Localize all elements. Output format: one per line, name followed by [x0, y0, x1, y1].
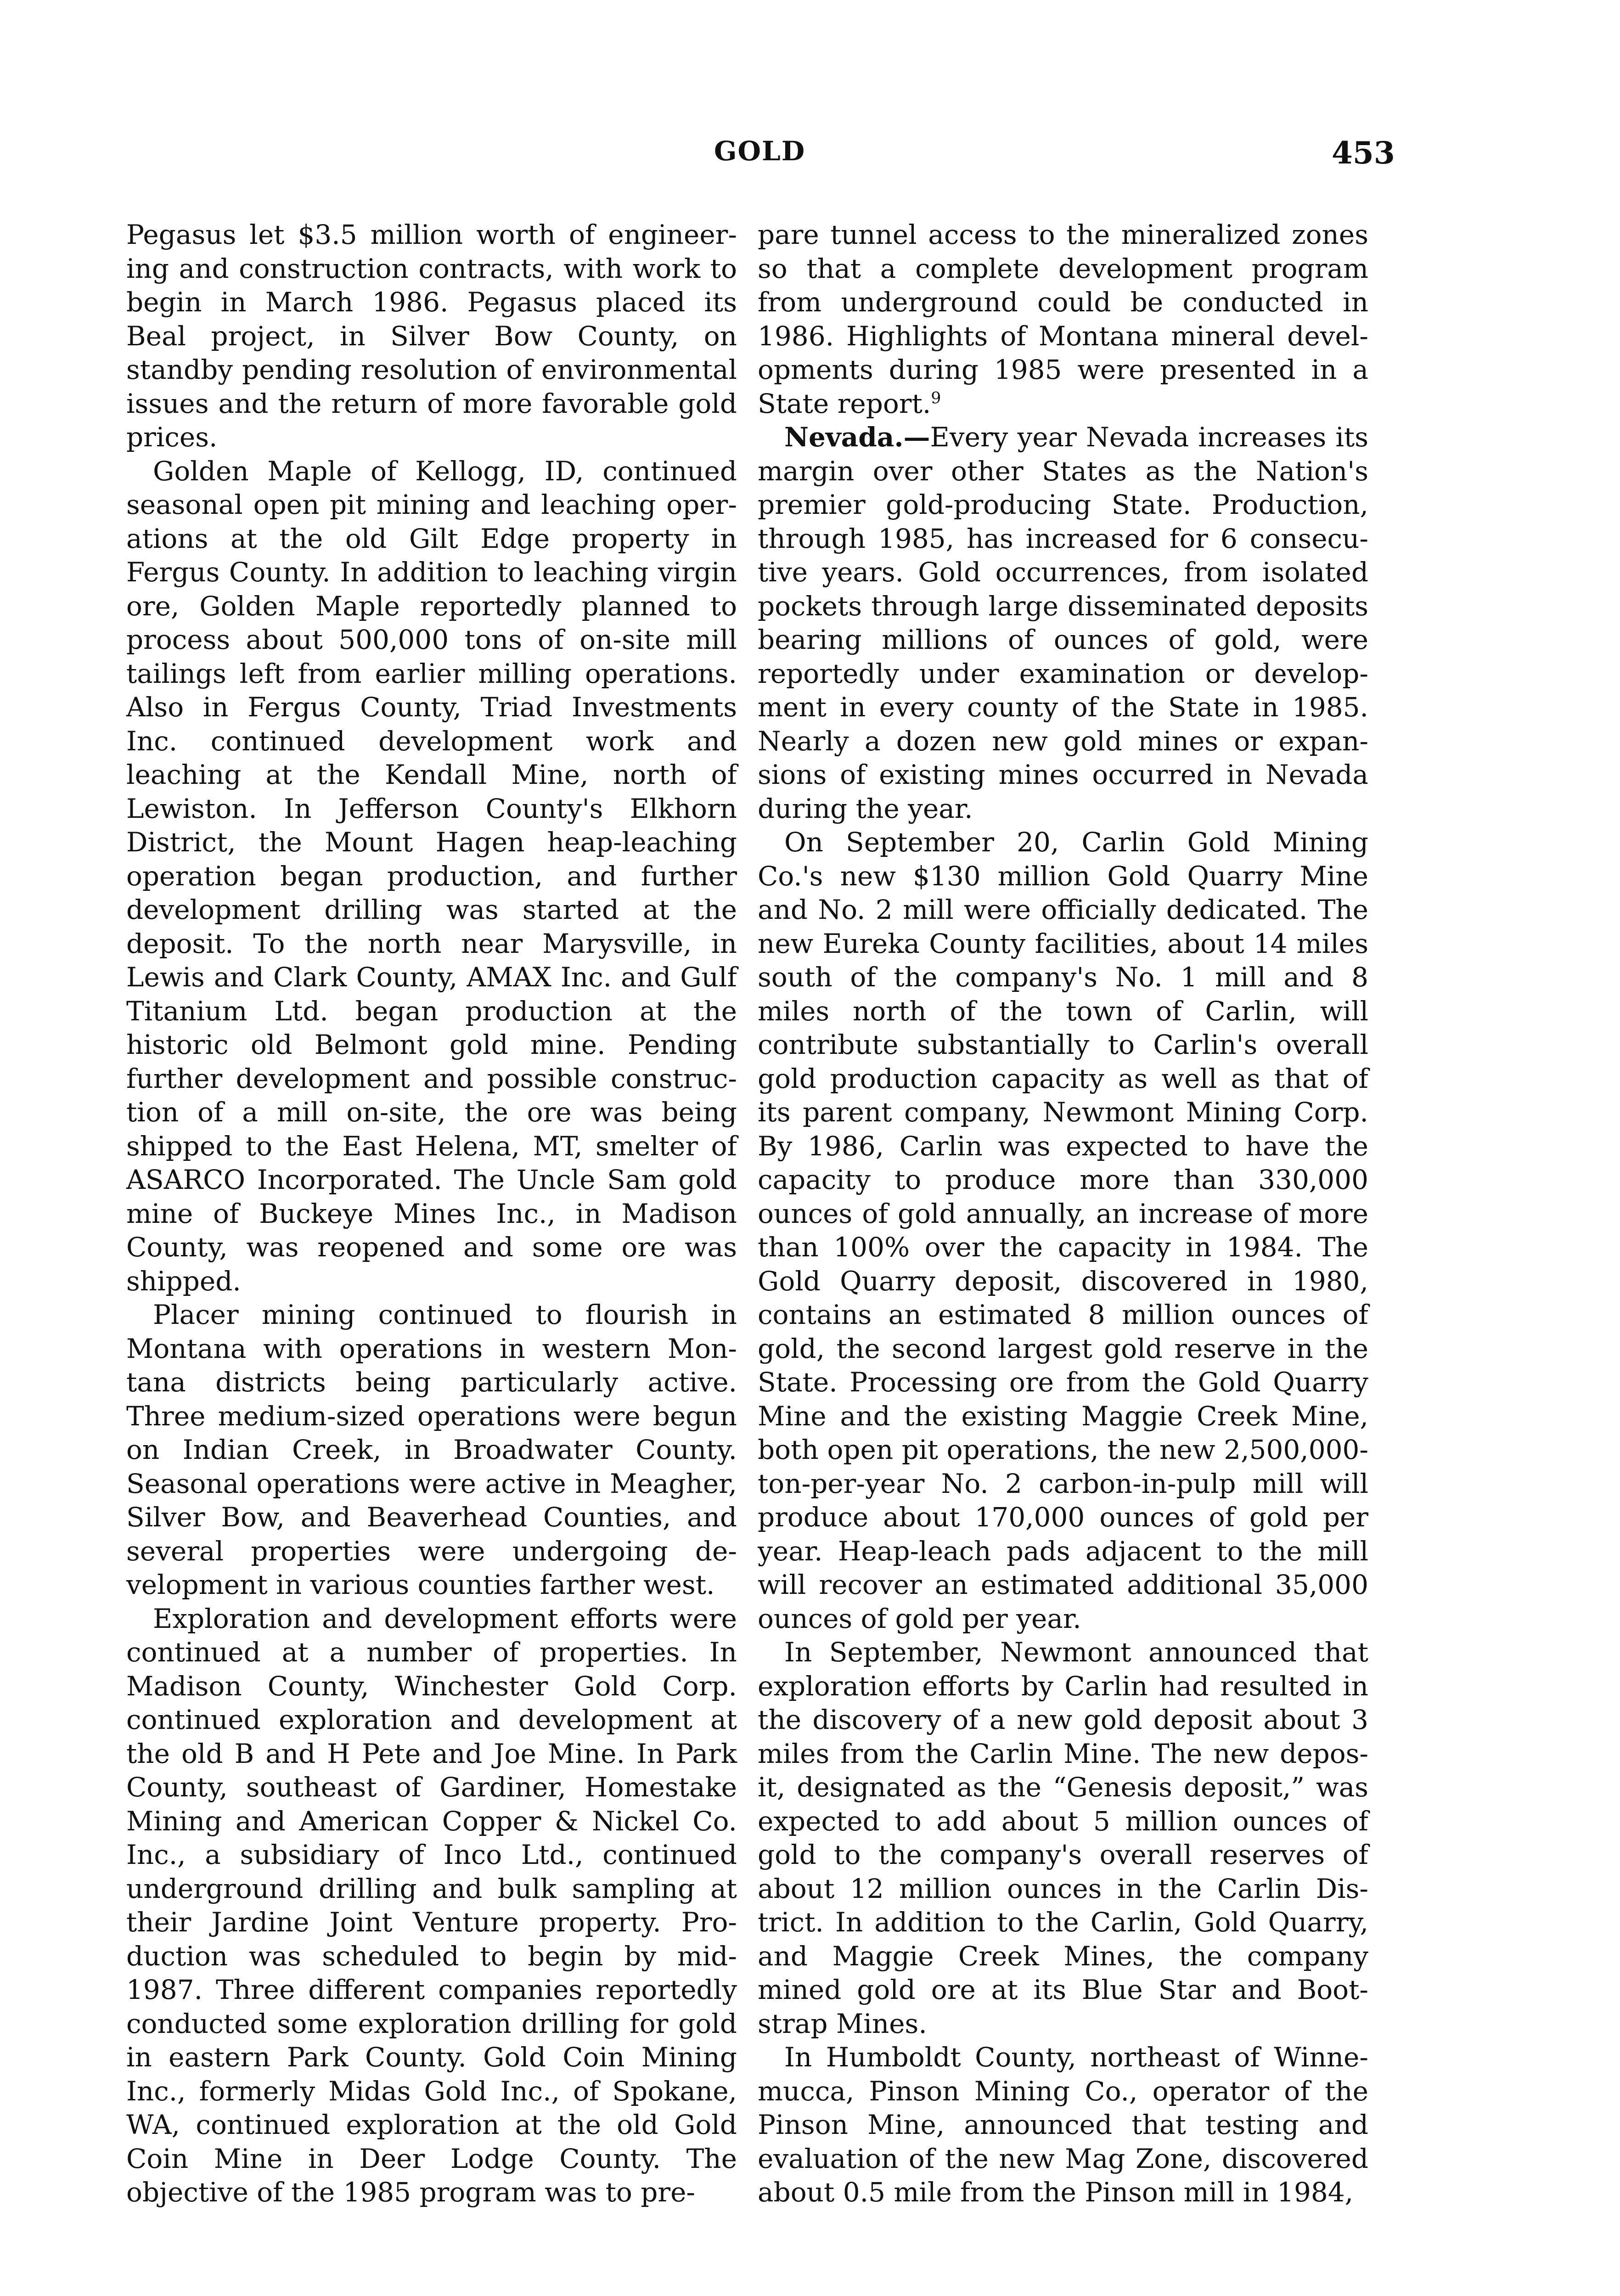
paragraph-tunnel-access-text: pare tunnel access to the mineralized zones so that a complete development program from underground could be conducted in 1986. Highlights of Montana mineral developments during 1985 were presented in a State report. [758, 219, 1368, 419]
nevada-heading: Nevada.— [784, 422, 930, 453]
paragraph-pegasus: Pegasus let $3.5 million worth of engineering and construction contracts, with work to begin in March 1986. Pegasus placed its Beal project, in Silver Bow County, on standby pending resolution of environmental issues and the return of more favorable gold prices. [126, 219, 737, 453]
paragraph-exploration: Exploration and development efforts were continued at a number of properties. In Madison County, Winchester Gold Corp. continued exploration and development at the old B and H Pete and Joe Mine. In Park County, southeast of Gardiner, Homestake Mining and American Copper & Nickel Co. Inc., a subsidiary of Inco Ltd., continued underground drilling and bulk sampling at their Jardine Joint Venture property. Production was scheduled to begin by mid-1987. Three different companies reportedly conducted some exploration drilling for gold in eastern Park County. Gold Coin Mining Inc., formerly Midas Gold Inc., of Spokane, WA, continued exploration at the old Gold Coin Mine in Deer Lodge County. The objective of the 1985 program was to pre- [126, 1603, 737, 2208]
paragraph-pinson-mine: In Humboldt County, northeast of Winnemucca, Pinson Mining Co., operator of the Pinson Mine, announced that testing and evaluation of the new Mag Zone, discovered about 0.5 mile from the Pinson mill in 1984, [758, 2042, 1368, 2208]
left-column [126, 218, 737, 2210]
paragraph-golden-maple: Golden Maple of Kellogg, ID, continued seasonal open pit mining and leaching operations at the old Gilt Edge property in Fergus County. In addition to leaching virgin ore, Golden Maple reportedly planned to process about 500,000 tons of on-site mill tailings left from earlier milling operations. Also in Fergus County, Triad Investments Inc. continued development work and leaching at the Kendall Mine, north of Lewiston. In Jefferson County's Elkhorn District, the Mount Hagen heap-leaching operation began production, and further development drilling was started at the deposit. To the north near Marysville, in Lewis and Clark County, AMAX Inc. and Gulf Titanium Ltd. began production at the historic old Belmont gold mine. Pending further development and possible construction of a mill on-site, the ore was being shipped to the East Helena, MT, smelter of ASARCO Incorporated. The Uncle Sam gold mine of Buckeye Mines Inc., in Madison County, was reopened and some ore was shipped. [126, 455, 737, 1297]
paragraph-nevada-text: Every year Nevada increases its margin over other States as the Nation's premier gold-producing State. Production, through 1985, has increased for 6 consecutive years. Gold occurrences, from isolated pockets through large disseminated deposits bearing millions of ounces of gold, were reportedly under examination or development in every county of the State in 1985. Nearly a dozen new gold mines or expansions of existing mines occurred in Nevada during the year. [758, 422, 1368, 824]
paragraph-nevada [758, 421, 1368, 826]
paragraph-genesis-deposit: In September, Newmont announced that exploration efforts by Carlin had resulted in the discovery of a new gold deposit about 3 miles from the Carlin Mine. The new deposit, designated as the “Genesis deposit,” was expected to add about 5 million ounces of gold to the company's overall reserves of about 12 million ounces in the Carlin District. In addition to the Carlin, Gold Quarry, and Maggie Creek Mines, the company mined gold ore at its Blue Star and Bootstrap Mines. [758, 1637, 1368, 2039]
page-number: 453 [1332, 135, 1395, 171]
paragraph-gold-quarry: On September 20, Carlin Gold Mining Co.'s new $130 million Gold Quarry Mine and No. 2 mill were officially dedicated. The new Eureka County facilities, about 14 miles south of the company's No. 1 mill and 8 miles north of the town of Carlin, will contribute substantially to Carlin's overall gold production capacity as well as that of its parent company, Newmont Mining Corp. By 1986, Carlin was expected to have the capacity to produce more than 330,000 ounces of gold annually, an increase of more than 100% over the capacity in 1984. The Gold Quarry deposit, discovered in 1980, contains an estimated 8 million ounces of gold, the second largest gold reserve in the State. Processing ore from the Gold Quarry Mine and the existing Maggie Creek Mine, both open pit operations, the new 2,500,000-ton-per-year No. 2 carbon-in-pulp mill will produce about 170,000 ounces of gold per year. Heap-leach pads adjacent to the mill will recover an estimated additional 35,000 ounces of gold per year. [758, 827, 1368, 1634]
right-column [758, 218, 1368, 2210]
footnote-marker: 9 [931, 389, 941, 408]
running-title: GOLD [714, 135, 806, 167]
paragraph-tunnel-access [758, 218, 1368, 421]
paragraph-placer-mining: Placer mining continued to flourish in Montana with operations in western Montana districts being particularly active. Three medium-sized operations were begun on Indian Creek, in Broadwater County. Seasonal operations were active in Meagher, Silver Bow, and Beaverhead Counties, and several properties were undergoing development in various counties farther west. [126, 1299, 737, 1600]
